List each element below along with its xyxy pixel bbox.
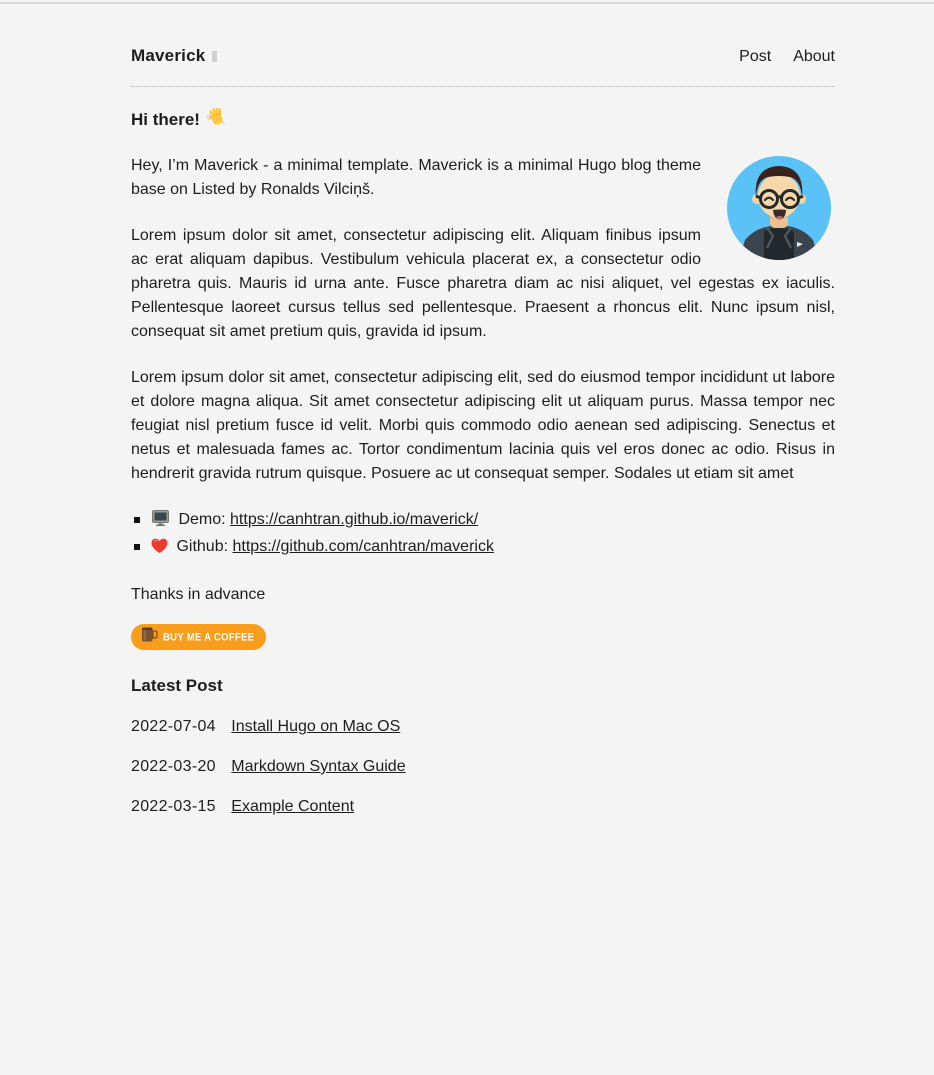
lorem-paragraph-2: Lorem ipsum dolor sit amet, consectetur adipiscing elit, sed do eiusmod tempor incididunt ut labore et dolore magna aliqua. Sit amet consectetur adipiscing elit ut aliquam purus. Massa tempor nec feugiat nisl pretium fusce id velit. Morbi quis commodo odio aenean sed adipiscing. Senectus et netus et malesuada fames ac. Tortor condimentum lacinia quis vel eros donec ac odio. Risus in hendrerit gravida rutrum quisque. Posuere ac ut consequat semper. Sodales ut etiam sit amet <box>131 369 835 482</box>
thanks-text: Thanks in advance <box>131 586 266 603</box>
latest-post-heading: Latest Post <box>131 676 223 695</box>
avatar <box>727 156 831 260</box>
github-label: Github: <box>176 538 229 555</box>
desktop-computer-icon <box>151 510 170 535</box>
site-title[interactable]: Maverick <box>131 46 206 65</box>
nav-item-about[interactable]: About <box>793 48 835 65</box>
red-heart-icon <box>151 538 168 562</box>
buy-me-a-coffee-button[interactable] <box>131 624 266 650</box>
site-header <box>131 0 835 66</box>
site-title-wrap <box>131 46 217 66</box>
post-date: 2022-03-15 <box>131 798 216 815</box>
github-list-item <box>151 535 835 562</box>
greeting-heading <box>131 107 835 132</box>
demo-list-item <box>151 508 835 535</box>
post-date: 2022-07-04 <box>131 718 216 735</box>
main-nav <box>739 48 835 66</box>
nav-item-post[interactable]: Post <box>739 48 772 65</box>
greeting-text: Hi there! <box>131 109 200 129</box>
post-date: 2022-03-20 <box>131 758 216 775</box>
buy-me-a-coffee-label: BUY ME A COFFEE <box>163 630 255 644</box>
demo-link[interactable]: https://canhtran.github.io/maverick/ <box>230 511 479 528</box>
coffee-mug-icon <box>139 626 158 648</box>
viewport-top-edge <box>0 2 934 4</box>
intro-paragraph <box>131 154 835 202</box>
lorem-paragraph-1: Lorem ipsum dolor sit amet, consectetur adipiscing elit. Aliquam finibus ipsum ac erat aliquam dapibus. Vestibulum vehicula placerat ex, a consectetur odio pharetra quis. Mauris id urna ante. Fusce pharetra diam ac nisi aliquet, vel egestas ex iaculis. Pellentesque laoreet cursus tellus sed pellentesque. Praesent a rhoncus elit. Nunc ipsum nisl, consequat sit amet pretium quis, gravida id ipsum. <box>131 227 835 340</box>
cursor-block-icon <box>212 51 217 62</box>
post-row <box>131 798 835 816</box>
post-link-example-content[interactable]: Example Content <box>231 798 355 815</box>
waving-hand-icon <box>206 107 226 132</box>
post-link-markdown-syntax[interactable]: Markdown Syntax Guide <box>231 758 406 775</box>
intro-text: Hey, I’m Maverick - a minimal template. Maverick is a minimal Hugo blog theme base on Listed by Ronalds Vilciņš. <box>131 157 701 198</box>
post-row <box>131 758 835 776</box>
project-links-list <box>131 508 835 562</box>
post-link-install-hugo[interactable]: Install Hugo on Mac OS <box>231 718 401 735</box>
github-link[interactable]: https://github.com/canhtran/maverick <box>232 538 494 555</box>
main-content <box>131 87 835 816</box>
post-row <box>131 718 835 736</box>
demo-label: Demo: <box>178 511 226 528</box>
page-container <box>131 0 835 816</box>
